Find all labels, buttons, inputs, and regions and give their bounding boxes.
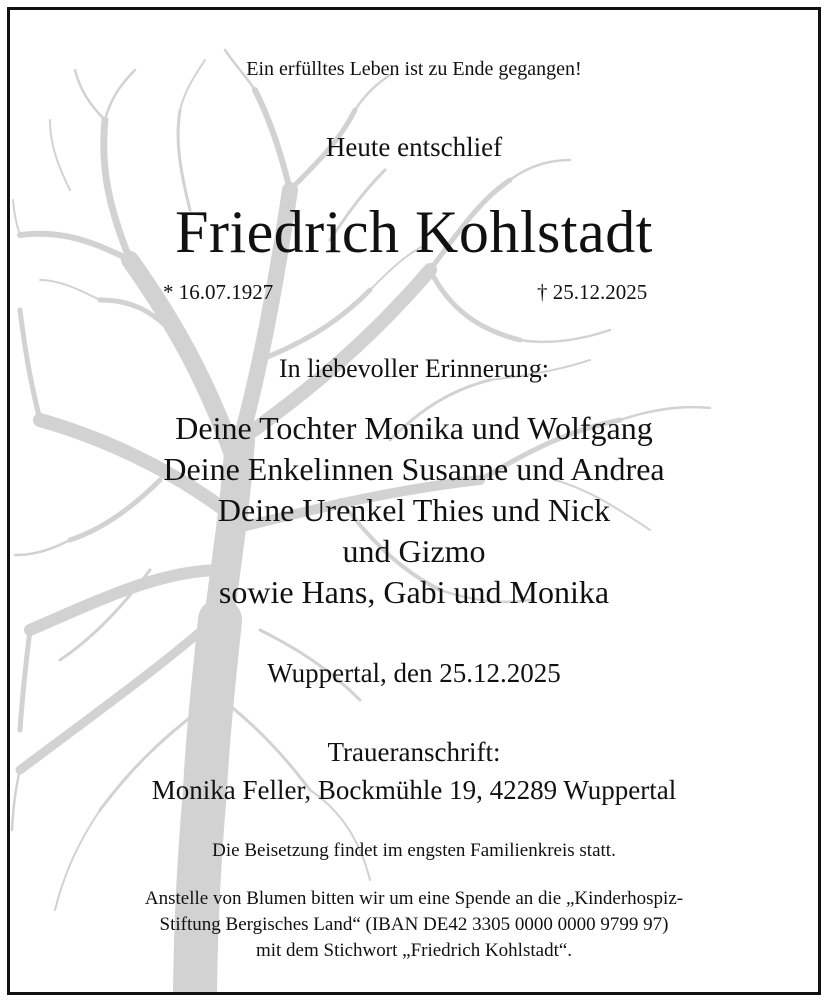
obituary-notice (7, 7, 821, 995)
donation-note (10, 886, 818, 964)
family-member-line: Deine Urenkel Thies und Nick (217, 492, 611, 528)
burial-note: Die Beisetzung findet im engsten Familienkreis statt. (212, 840, 616, 861)
family-member-line: Deine Enkelinnen Susanne und Andrea (163, 451, 665, 487)
family-member-line: Deine Tochter Monika und Wolfgang (175, 410, 653, 446)
mourning-address: Monika Feller, Bockmühle 19, 42289 Wuppertal (151, 775, 677, 805)
death-date: † 25.12.2025 (537, 280, 648, 304)
family-list (10, 408, 818, 613)
family-member-line: und Gizmo (342, 533, 486, 569)
birth-date: * 16.07.1927 (163, 280, 274, 304)
family-member-line: sowie Hans, Gabi und Monika (218, 574, 610, 610)
lead-line: Heute entschlief (325, 132, 503, 162)
deceased-name: Friedrich Kohlstadt (175, 199, 653, 265)
intro-line: Ein erfülltes Leben ist zu Ende gegangen! (246, 58, 582, 80)
donation-line: mit dem Stichwort „Friedrich Kohlstadt“. (255, 940, 573, 961)
donation-line: Anstelle von Blumen bitten wir um eine Spende an die „Kinderhospiz- (144, 888, 684, 909)
memory-heading: In liebevoller Erinnerung: (278, 354, 550, 383)
place-date: Wuppertal, den 25.12.2025 (267, 658, 561, 688)
mourning-address-label: Traueranschrift: (327, 737, 501, 767)
donation-line: Stiftung Bergisches Land“ (IBAN DE42 3305 0000 0000 9799 97) (159, 914, 669, 935)
